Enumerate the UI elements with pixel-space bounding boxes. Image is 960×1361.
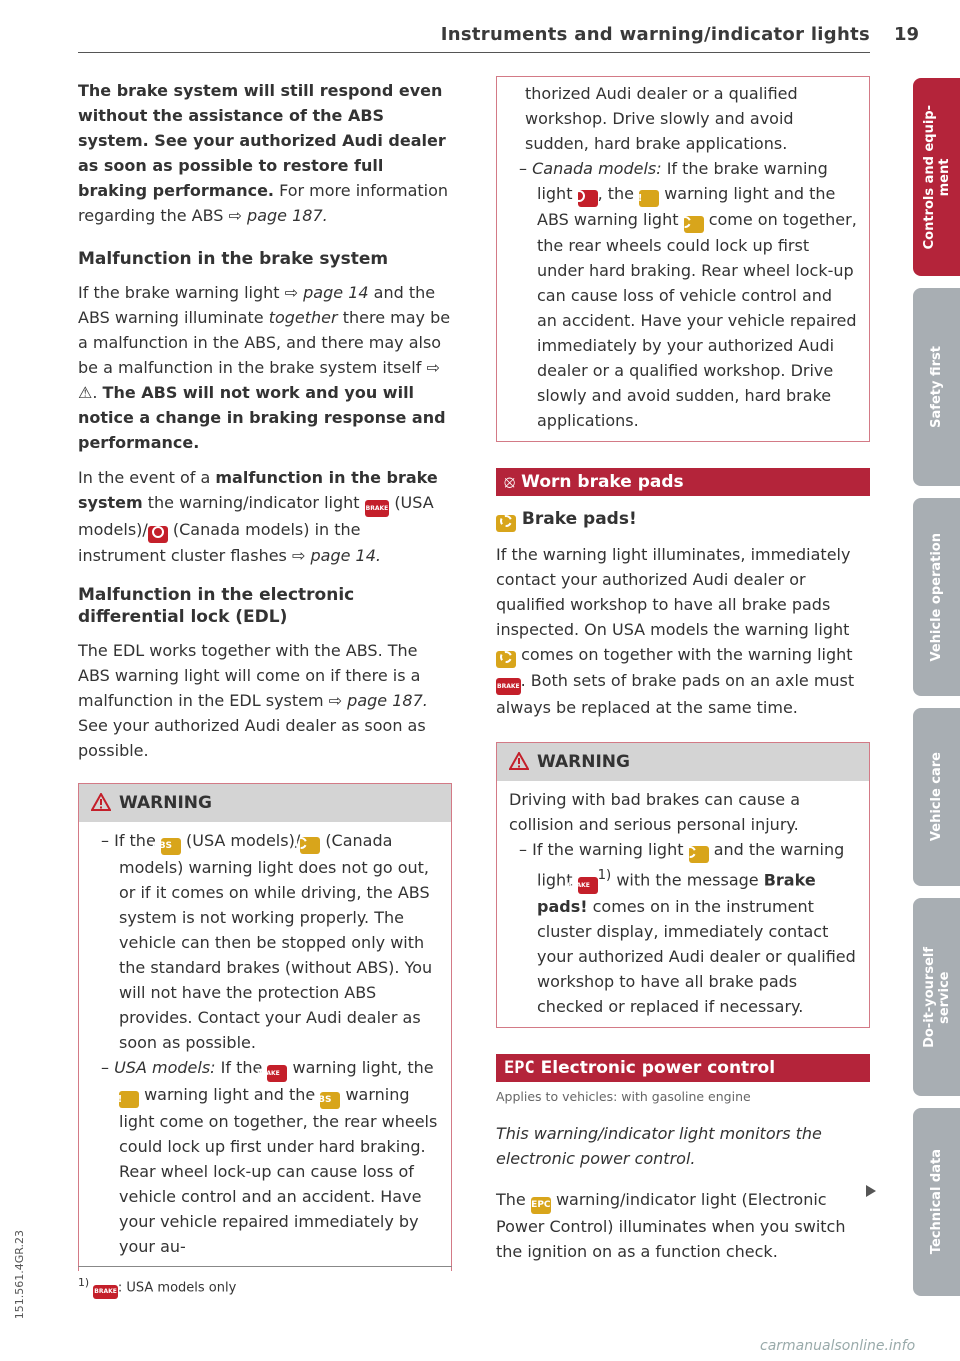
paragraph-brake-flash: In the event of a malfunction in the brake system the warning/indicator light BRAKE (USA models)/ (Canada models) in the instrument cluster flashes ⇨ page 14. [78,468,438,565]
page-ref[interactable]: ⇨ page 187. [328,691,428,710]
paragraph-edl: The EDL works together with the ABS. The ABS warning light will come on if there is a malfunction in the EDL system ⇨ page 187. See your authorized Audi dealer as soon as possible. [78,641,428,760]
brake-pad-icon [496,651,516,668]
abs-canada-icon [684,216,704,233]
heading-edl: Malfunction in the electronic differential lock (EDL) [78,585,355,627]
paragraph-epc: The EPC warning/indicator light (Electronic Power Control) illuminates when you switch the ignition on as a function check. [496,1190,846,1262]
epc-icon: EPC [531,1197,551,1214]
page-number: 19 [894,24,920,45]
epc-intro: This warning/indicator light monitors the electronic power control. [496,1124,822,1169]
brake-canada-icon [148,526,168,543]
sidebar-tab-controls[interactable]: Controls and equip- ment [913,78,960,276]
page-title: Instruments and warning/indicator lights [440,24,870,45]
heading-brake-pads: Brake pads! [496,508,870,532]
brake-usa-icon: BRAKE [578,877,598,894]
brake-usa-icon: BRAKE [365,500,390,517]
abs-usa-icon: ABS [161,838,181,855]
warning-box-brake-pads: WARNING Driving with bad brakes can cause a collision and serious personal injury. – If the warning light and the warning light BRAKE$^{1)}$ with the message Brake pads! comes on in the instrument cluster display, immediately contact your authorized Audi dealer or qualified workshop to have all brake pads checked or replaced if necessary. [496,742,870,1028]
warning-ref[interactable]: ⇨ ⚠. [78,358,440,402]
warning-header: WARNING [497,743,869,781]
sidebar-tab-care[interactable]: Vehicle care [913,708,960,886]
watermark: carmanualsonline.info [760,1338,916,1354]
footnote-divider [78,1266,452,1267]
warning-triangle-icon [91,793,111,811]
brake-pad-icon [689,846,709,863]
brake-usa-icon: BRAKE [267,1065,287,1082]
left-column [78,78,452,1271]
heading-malfunction-brake: Malfunction in the brake system [78,249,389,269]
section-worn-brake-pads: ⦻ Worn brake pads [496,468,870,496]
sidebar-tab-diy[interactable]: Do-it-yourself service [913,898,960,1096]
warning-item: – USA models: If the BRAKE warning light, the ! warning light and the ABS warning light come on together, the rear wheels could lock up first under hard braking. Rear wheel lock-up can cause loss of vehicle control and an accident. Have your vehicle repaired immediately by your au- [101,1058,438,1256]
document-id: 151.561.4GR.23 [12,1230,26,1320]
right-column [496,78,870,1264]
sidebar-tab-operation[interactable]: Vehicle operation [913,498,960,696]
warning-header: WARNING [79,784,451,822]
sidebar-tab-technical[interactable]: Technical data [913,1108,960,1296]
ebd-icon: ! [639,190,659,207]
continue-arrow-icon [866,1185,876,1197]
abs-canada-icon [300,837,320,854]
page-ref[interactable]: ⇨ page 14. [291,546,381,565]
warning-box-abs [78,783,452,1271]
brake-pad-icon: ⦻ [504,472,516,492]
brake-usa-icon: BRAKE [93,1285,118,1299]
page-header [78,22,870,53]
warning-item: – If the warning light and the warning light BRAKE$^{1)}$ with the message Brake pads! comes on in the instrument cluster display, immediately contact your authorized Audi dealer or qualified workshop to have all brake pads checked or replaced if necessary. [519,840,856,1017]
warning-box-continued: thorized Audi dealer or a qualified workshop. Drive slowly and avoid sudden, hard brake applications. – Canada models: If the brake warning light , the ! warning light and the ABS warning light come on together, the rear wheels could lock up first under hard braking. Rear wheel lock-up can cause loss of vehicle control and an accident. Have your vehicle repaired immediately by your authorized Audi dealer or a qualified workshop. Drive slowly and avoid sudden, hard brake applications. [496,76,870,442]
warning-triangle-icon [509,752,529,770]
brake-pad-icon [496,515,516,532]
paragraph-malfunction-brake: If the brake warning light ⇨ page 14 and the ABS warning illuminate together there may be a malfunction in the ABS, and there may also be a malfunction in the brake system itself ⇨ ⚠. The ABS will not work and you will notice a change in braking response and performance. [78,283,451,452]
footnote: $^{1)}$ BRAKE: USA models only [78,1276,236,1299]
applies-to: Applies to vehicles: with gasoline engine [496,1089,751,1105]
page-ref[interactable]: ⇨ page 187. [228,206,328,225]
abs-usa-icon: ABS [320,1092,340,1109]
page-ref[interactable]: ⇨ page 14 [284,283,369,302]
warning-item: – Canada models: If the brake warning light , the ! warning light and the ABS warning light come on together, the rear wheels could lock up first under hard braking. Rear wheel lock-up can cause loss of vehicle control and an accident. Have your vehicle repaired immediately by your authorized Audi dealer or a qualified workshop. Drive slowly and avoid sudden, hard brake applications. [519,159,857,430]
warning-item: – If the ABS (USA models)/ (Canada models) warning light does not go out, or if it comes on while driving, the ABS system is not working properly. The vehicle can then be stopped only with the standard brakes (without ABS). You will not have the protection ABS provides. Contact your Audi dealer as soon as possible. [101,831,433,1052]
sidebar-tab-safety[interactable]: Safety first [913,288,960,486]
brake-usa-icon: BRAKE [496,678,521,695]
ebd-icon: ! [119,1091,139,1108]
section-epc: EPC Electronic power control [496,1054,870,1082]
epc-icon: EPC [504,1058,535,1079]
brake-canada-icon [578,190,598,207]
abs-intro: The brake system will still respond even without the assistance of the ABS system. See your authorized Audi dealer as soon as possible to restore full braking performance. For more information regarding the ABS ⇨ page 187. [78,81,449,225]
paragraph-brake-pads: If the warning light illuminates, immediately contact your authorized Audi dealer or qualified workshop to have all brake pads inspected. On USA models the warning light comes on together with the warning light BRAKE. Both sets of brake pads on an axle must always be replaced at the same time. [496,545,855,717]
